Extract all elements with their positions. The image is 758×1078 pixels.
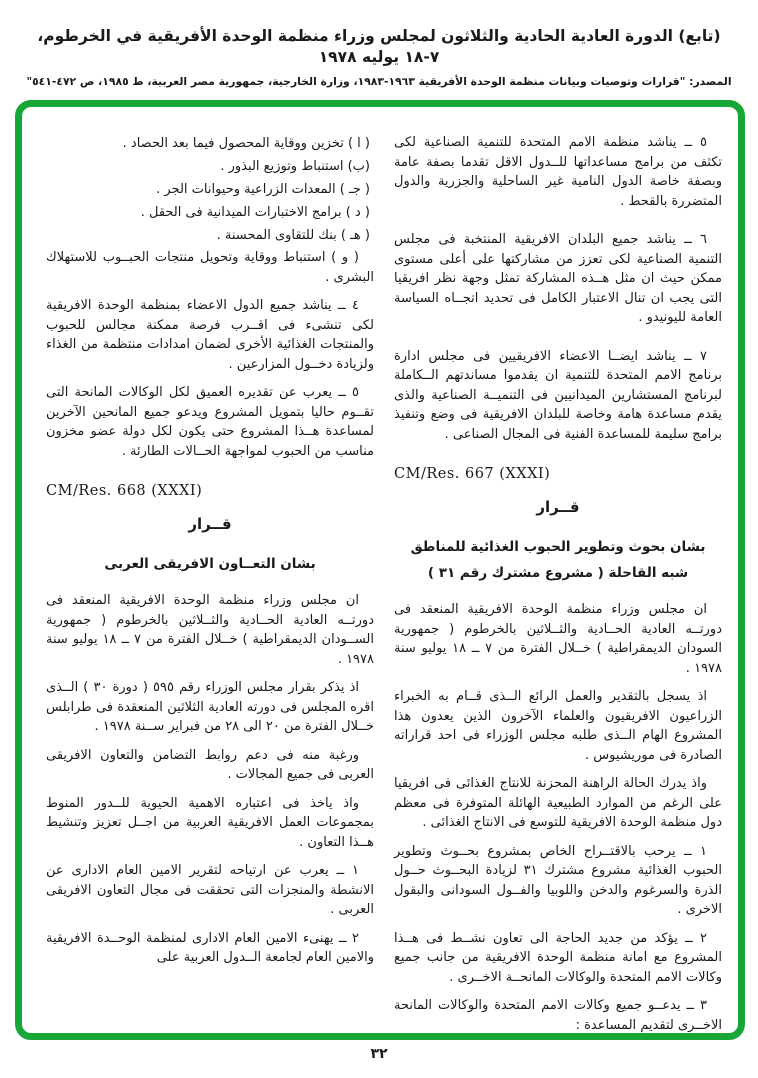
decision-heading: قــرار [188, 515, 232, 533]
subject-line-1: بشان بحوث وتطوير الحبوب الغذائية للمناطق [410, 539, 706, 555]
list-item: ( هـ ) بنك للتقاوى المحسنة . [216, 228, 370, 243]
spacer [394, 220, 722, 230]
page-header [0, 0, 758, 89]
green-border-frame [15, 100, 745, 1040]
resolution-paragraph: ٢ ــ يؤكد من جديد الحاجة الى تعاون نشــط فى هــذا المشروع مع امانة منظمة الوحدة الافريقية من جانب جميع وكالات الامم المتحدة والوكالات المانحــة الاخــرى . [394, 930, 722, 985]
list-item: ( ا ) تخزين ووقاية المحصول فيما بعد الحصاد . [122, 136, 370, 151]
decision-heading: قــرار [536, 498, 580, 516]
resolution-paragraph: ان مجلس وزراء منظمة الوحدة الافريقية المنعقد فى دورتــه العادية الحــادية والثــلاثين بالخرطوم ( جمهورية الســودان الديمقراطية ) خــلال الفترة من ٧ ــ ١٨ يوليو سنة ١٩٧٨ . [46, 593, 375, 667]
resolution-subject: بشان التعــاون الافريقى العربى [104, 556, 316, 572]
resolution-paragraph: ٦ ــ يناشد جميع البلدان الافريقية المنتخبة فى مجلس التنمية الصناعية لكى تعزز من مشاركتها على أعلى مستوى ممكن حيث ان مثل هــذه المشاركة تمثل وجهة نظر افريقيا التى يجب ان تنال الاعتبار الكامل فى تحديد اتجــاه السياسة العامة لليونيدو . [394, 232, 722, 325]
resolution-paragraph: ان مجلس وزراء منظمة الوحدة الافريقية المنعقد فى دورتــه العادية الحــادية والثــلاثين بالخرطوم ( جمهورية السودان الديمقراطية ) خــلال الفترة من ٧ ــ ١٨ يوليو سنة ١٩٧٨ . [394, 602, 723, 676]
resolution-paragraph: اذ يذكر بقرار مجلس الوزراء رقم ٥٩٥ ( دورة ٣٠ ) الــذى اقره المجلس فى دورته العادية الثلاثين المنعقدة فى طرابلس خــلال الفترة من ٢٠ الى ٢٨ من فبراير ســنة ١٩٧٨ . [46, 680, 374, 734]
resolution-paragraph: واذ يدرك الحالة الراهنة المحزنة للانتاج الغذائى فى افريقيا على الرغم من الموارد الطبيعية الهائلة المتوفرة فى معظم دول منظمة الوحدة الافريقية للتوسع فى الانتاج الغذائى . [394, 776, 722, 830]
resolution-paragraph: ٥ ــ يناشد منظمة الامم المتحدة للتنمية الصناعية لكى تكثف من برامج مساعداتها للــدول الاقل تقدما بصفة عامة وبصفة خاصة الدول النامية غير الساحلية والجزرية والدول المتضررة بالقحط . [394, 135, 722, 209]
resolution-paragraph: ٣ ــ يدعــو جميع وكالات الامم المتحدة والوكالات المانحة الاخــرى لتقديم المساعدة : [394, 998, 722, 1033]
resolution-paragraph: ٧ ــ يناشد ايضــا الاعضاء الافريقيين فى مجلس ادارة برنامج الامم المتحدة للتنمية ان يقدموا مساندتهم الــكاملة لبرنامج المستشارين الميدانيين فى التنميــة الصناعية والذى يقدم مساعدة هامة وخاصة للبلدان الافريقية فى وضع وتنفيذ برامج سليمة للمساعدة الفنية فى المجال الصناعى . [394, 348, 722, 442]
resolution-paragraph: ١ ــ يرحب بالاقتــراح الخاص بمشروع بحــوث وتطوير الحبوب الغذائية مشروع مشترك ٣١ لزيادة البحــوث حــول الذرة والسرغوم والدخن واللوبيا والفــول السودانى والبقول الاخرى . [394, 843, 722, 917]
list-item: ( جـ ) المعدات الزراعية وحيوانات الجر . [156, 182, 370, 197]
resolution-reference: CM/Res. 668 (XXXI) [46, 483, 203, 499]
resolution-paragraph: ٢ ــ يهنىء الامين العام الادارى لمنظمة الوحــدة الافريقية والامين العام لجامعة الــدول العربية على [46, 930, 374, 965]
list-item: ( د ) برامج الاختبارات الميدانية فى الحقل . [140, 205, 370, 220]
two-column-layout [22, 107, 738, 1040]
resolution-reference: CM/Res. 667 (XXXI) [394, 466, 551, 482]
spacer [394, 337, 722, 347]
resolution-paragraph: ٤ ــ يناشد جميع الدول الاعضاء بمنظمة الوحدة الافريقية لكى تنشىء فى اقــرب فرصة ممكنة مجالس للحبوب والمنتجات الغذائية الأخرى لضمان امدادات منتظمة من الغذاء ولزيادة دخــول المزارعين . [46, 298, 374, 372]
assistance-items-list [46, 133, 374, 287]
header-source: المصدر: "قرارات وتوصيات وبيانات منظمة الوحدة الأفريقية ١٩٦٣-١٩٨٣، وزارة الخارجية، جمهورية مصر العربية، ط ١٩٨٥، ص ٤٧٢-٥٤١" [26, 74, 732, 88]
resolution-paragraph: اذ يسجل بالتقدير والعمل الرائع الــذى قــام به الخبراء الزراعيون الافريقيون والعلماء الآخرون الذين يعدون هذا المشروع الهام الــذى طلبه مجلس الوزراء فى احد قراراته الصادرة فى موريشيوس . [394, 689, 722, 763]
list-item: ( و ) استنباط ووقاية وتحويل منتجات الحبــوب للاستهلاك البشرى . [46, 250, 374, 285]
page-number: ٣٢ [370, 1046, 388, 1062]
resolution-subject [394, 534, 722, 586]
resolution-paragraph: ورغبة منه فى دعم روابط التضامن والتعاون الافريقى العربى فى جميع المجالات . [46, 747, 374, 782]
column-left [46, 133, 374, 1040]
resolution-paragraph: ١ ــ يعرب عن ارتياحه لتقرير الامين العام الادارى عن الانشطة والمنجزات التى تحققت فى مجال التعاون الافريقى العربى . [46, 863, 374, 917]
resolution-paragraph: واذ ياخذ فى اعتباره الاهمية الحيوية للــدور المنوط بمجموعات العمل الافريقية العربية من اجــل تعزيز وتنشيط هــذا التعاون . [46, 795, 374, 850]
resolution-paragraph: ٥ ــ يعرب عن تقديره العميق لكل الوكالات المانحة التى تقــوم حاليا بتمويل المشروع ويدعو جميع المانحين الآخرين لمساعدة هــذا المشروع حتى يكون لكل دولة عضو مخزون مناسب من الحبوب لمواجهة الحــالات الطارئة . [46, 385, 374, 459]
subject-line-2: شبه القاحلة ( مشروع مشترك رقم ٣١ ) [427, 565, 689, 581]
header-title: (تابع) الدورة العادية الحادية والثلاثون لمجلس وزراء منظمة الوحدة الأفريقية في الخرطوم، ٧-١٨ يوليه ١٩٧٨ [37, 27, 721, 66]
column-right [394, 133, 722, 1040]
list-item: (ب) استنباط وتوزيع البذور . [220, 159, 370, 174]
